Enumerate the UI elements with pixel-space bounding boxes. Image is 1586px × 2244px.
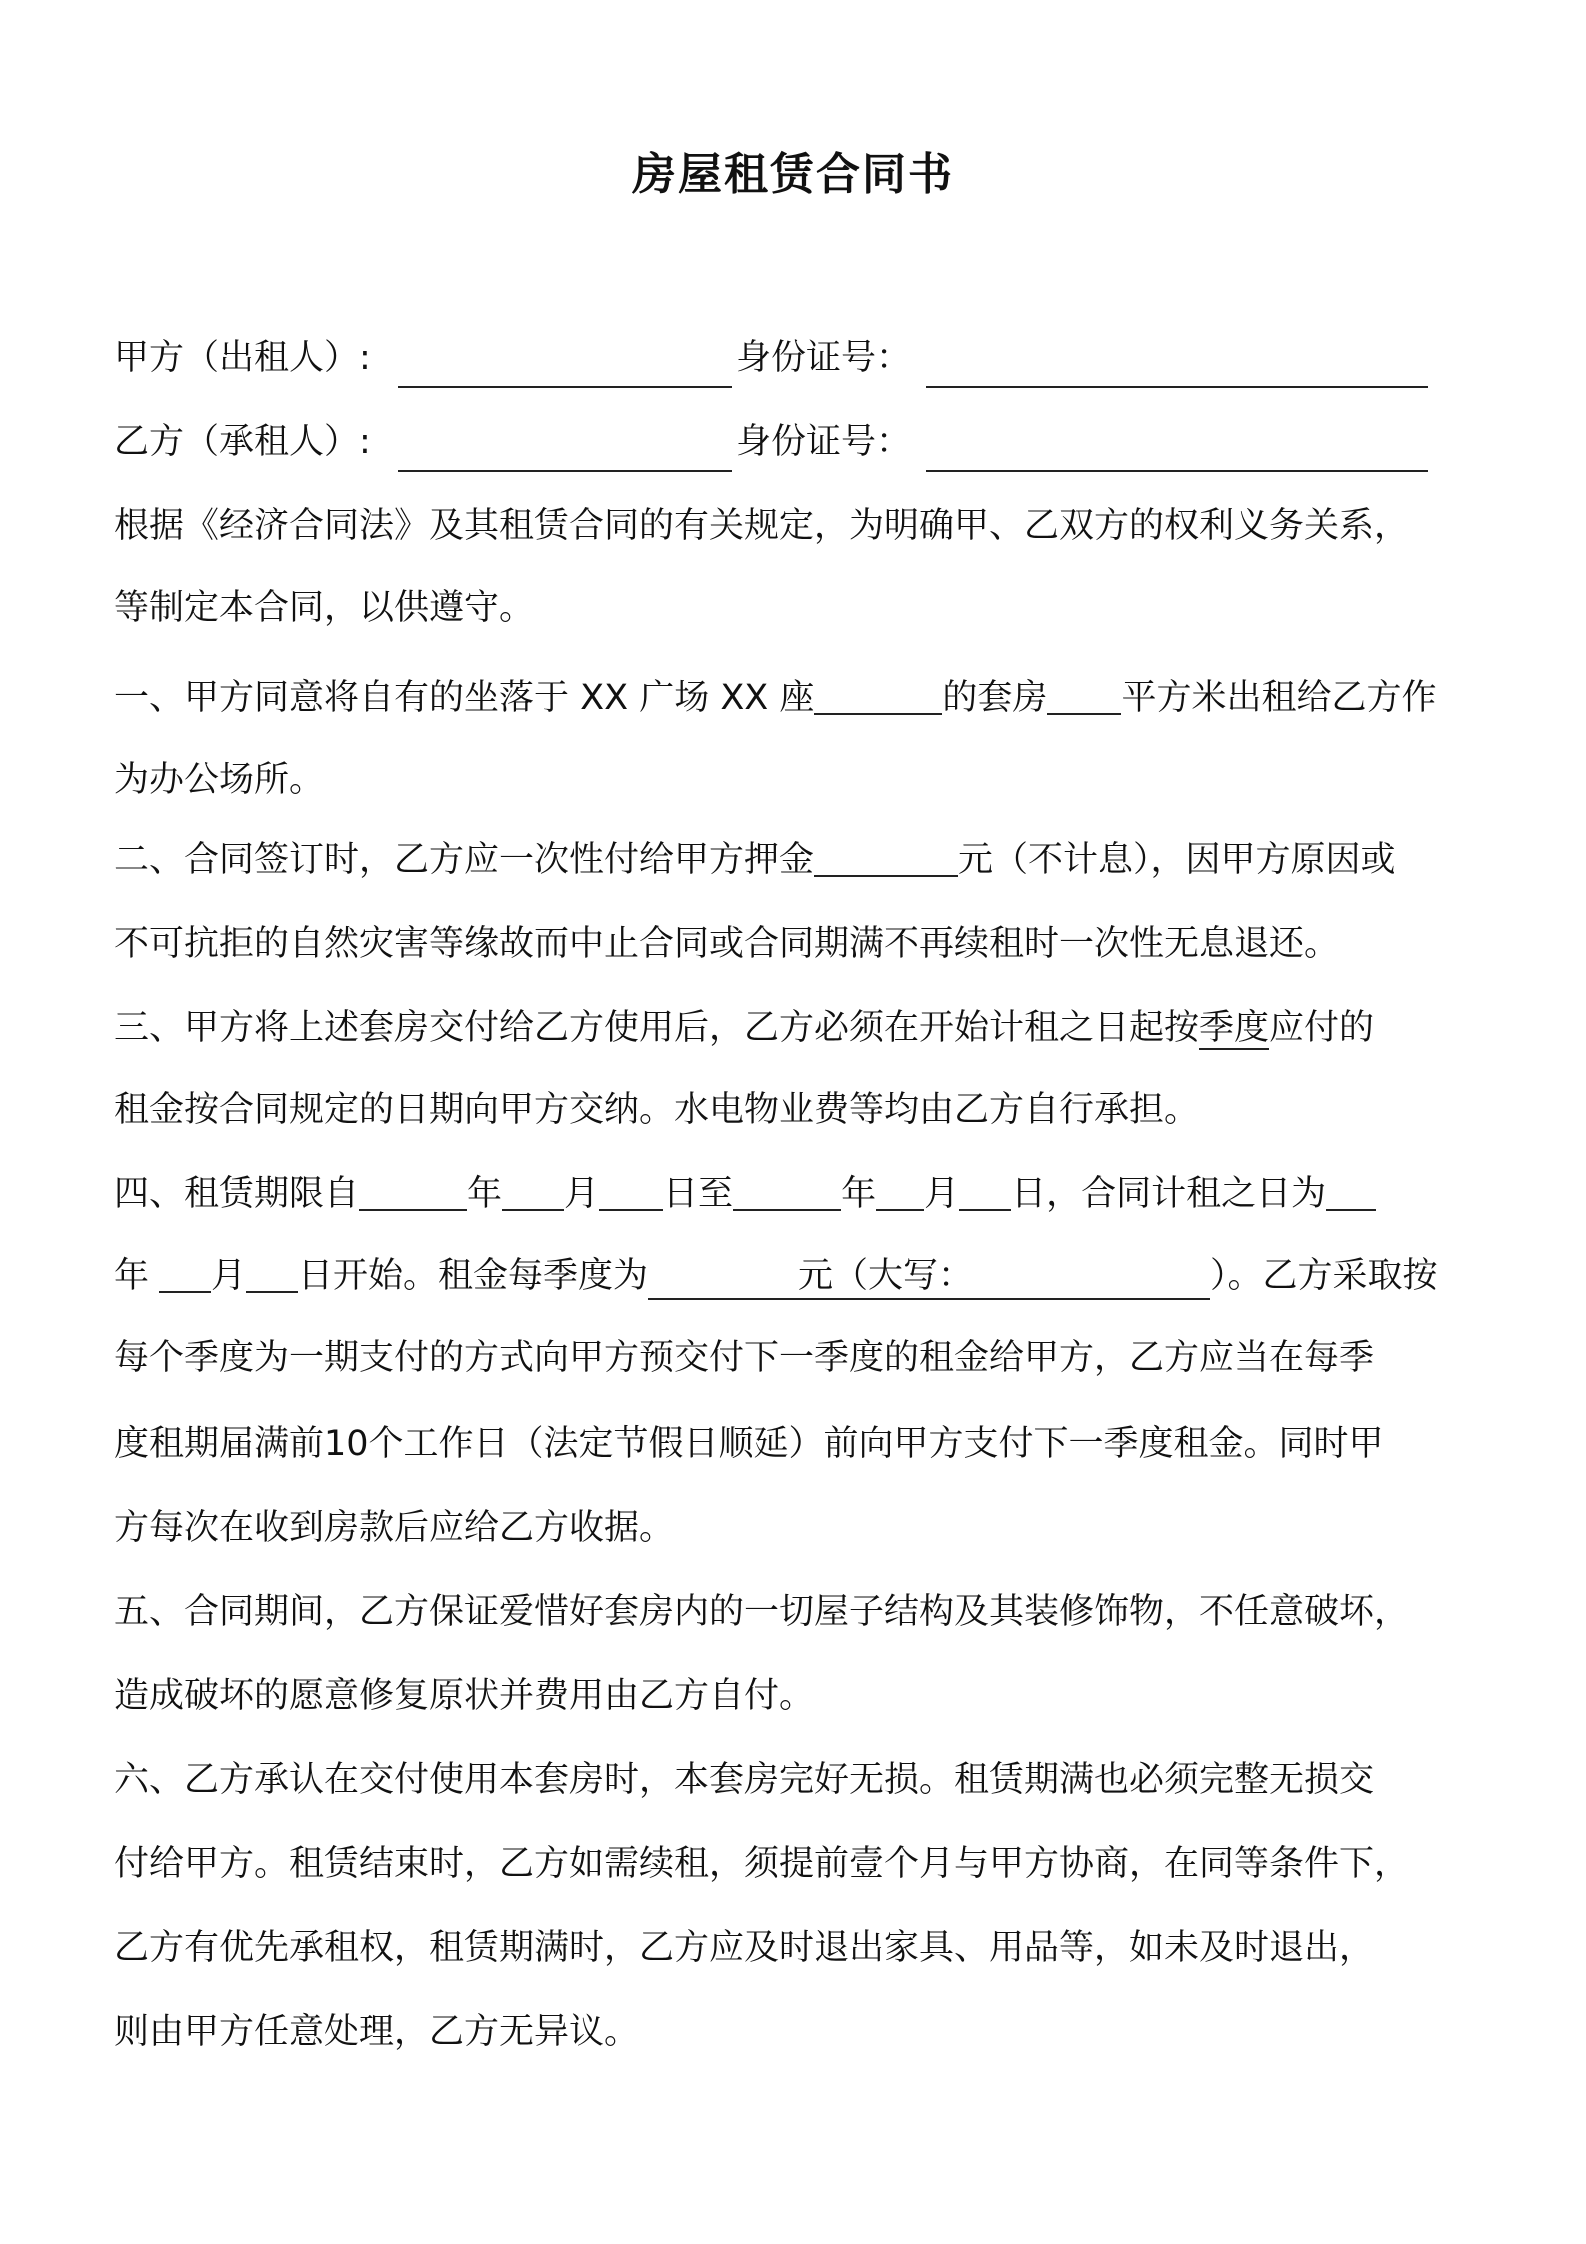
clause-2-deposit-field[interactable]: [814, 841, 958, 877]
clause-2-line-2: 不可抗拒的自然灾害等缘故而中止合同或合同期满不再续租时一次性无息退还。: [114, 924, 1340, 964]
clause-1-location-field[interactable]: [814, 679, 942, 715]
lease-start-month-field[interactable]: [502, 1175, 564, 1211]
clause-4-day-comma: 日，合同计租之日为: [1011, 1174, 1327, 1214]
clause-4-month-3: 月: [211, 1256, 247, 1296]
clause-4-day-start: 日开始。租金每季度为: [298, 1256, 649, 1296]
clause-3-text-a: 三、甲方将上述套房交付给乙方使用后，乙方必须在开始计租之日起按: [114, 1008, 1200, 1048]
intro-line-1: 根据《经济合同法》及其租赁合同的有关规定，为明确甲、乙双方的权利义务关系，: [114, 506, 1410, 546]
clause-4-month-2: 月: [924, 1174, 960, 1214]
clause-4-year-1: 年: [467, 1174, 503, 1214]
clause-1-line-1: [114, 676, 1436, 720]
clause-5-line-1: 五、合同期间，乙方保证爱惜好套房内的一切屋子结构及其装修饰物，不任意破坏，: [114, 1592, 1410, 1632]
party-a-row: [114, 336, 371, 380]
clause-4-line-2: [114, 1254, 1438, 1300]
party-b-id-field[interactable]: [926, 436, 1428, 472]
clause-6-line-1: 六、乙方承认在交付使用本套房时，本套房完好无损。租赁期满也必须完整无损交: [114, 1760, 1375, 1800]
rent-start-day-field[interactable]: [246, 1257, 298, 1293]
clause-6-line-3: 乙方有优先承租权，租赁期满时，乙方应及时退出家具、用品等，如未及时退出，: [114, 1928, 1375, 1968]
rent-start-year-field[interactable]: [1326, 1175, 1376, 1211]
quarterly-rent-field[interactable]: [648, 1254, 1210, 1300]
clause-1-text-b: 的套房: [942, 678, 1048, 718]
clause-2-line-1: [114, 838, 1396, 882]
party-b-id-label: 身份证号：: [736, 422, 912, 462]
clause-4-month-1: 月: [564, 1174, 600, 1214]
rent-start-month-field[interactable]: [159, 1257, 211, 1293]
party-b-name-field[interactable]: [398, 436, 732, 472]
clause-4-text-a: 四、租赁期限自: [114, 1174, 360, 1214]
lease-end-day-field[interactable]: [959, 1175, 1011, 1211]
clause-6-line-4: 则由甲方任意处理，乙方无异议。: [114, 2012, 640, 2052]
clause-2-text-b: 元（不计息），因甲方原因或: [958, 840, 1396, 880]
clause-1-area-field[interactable]: [1047, 679, 1121, 715]
party-a-id-label: 身份证号：: [736, 338, 912, 378]
clause-3-line-2: 租金按合同规定的日期向甲方交纳。水电物业费等均由乙方自行承担。: [114, 1090, 1200, 1130]
clause-3-line-1: [114, 1006, 1374, 1050]
clause-1-text-c: 平方米出租给乙方作: [1121, 678, 1437, 718]
lease-end-month-field[interactable]: [876, 1175, 924, 1211]
clause-4-year-3: 年: [114, 1256, 150, 1296]
clause-4-line-5: 方每次在收到房款后应给乙方收据。: [114, 1508, 675, 1548]
document-title: 房屋租赁合同书: [632, 149, 954, 200]
party-a-label: 甲方（出租人）:: [114, 338, 371, 378]
party-b-label: 乙方（承租人）:: [114, 422, 371, 462]
party-a-id-field[interactable]: [926, 352, 1428, 388]
lease-start-day-field[interactable]: [599, 1175, 663, 1211]
party-b-row: [114, 420, 371, 464]
clause-3-text-b: 应付的: [1269, 1008, 1375, 1048]
clause-4-line-3: 每个季度为一期支付的方式向甲方预交付下一季度的租金给甲方，乙方应当在每季: [114, 1338, 1375, 1378]
clause-3-payment-term[interactable]: 季度: [1199, 1008, 1270, 1048]
clause-4-line-2-end: ）。乙方采取按: [1210, 1256, 1438, 1296]
clause-5-line-2: 造成破坏的愿意修复原状并费用由乙方自付。: [114, 1676, 815, 1716]
clause-1-line-2: 为办公场所。: [114, 760, 325, 800]
clause-4-yuan-daxie: 元（大写：: [798, 1256, 974, 1296]
clause-4-year-2: 年: [841, 1174, 877, 1214]
lease-start-year-field[interactable]: [359, 1175, 467, 1211]
lease-end-year-field[interactable]: [733, 1175, 841, 1211]
intro-line-2: 等制定本合同，以供遵守。: [114, 588, 535, 628]
party-a-name-field[interactable]: [398, 352, 732, 388]
clause-4-line-1: [114, 1172, 1376, 1216]
clause-2-text-a: 二、合同签订时，乙方应一次性付给甲方押金: [114, 840, 815, 880]
clause-4-day-to: 日至: [663, 1174, 734, 1214]
clause-1-text-a: 一、甲方同意将自有的坐落于 XX 广场 XX 座: [114, 678, 815, 718]
clause-4-line-4: 度租期届满前10个工作日（法定节假日顺延）前向甲方支付下一季度租金。同时甲: [114, 1424, 1384, 1464]
clause-6-line-2: 付给甲方。租赁结束时，乙方如需续租，须提前壹个月与甲方协商，在同等条件下，: [114, 1844, 1410, 1884]
